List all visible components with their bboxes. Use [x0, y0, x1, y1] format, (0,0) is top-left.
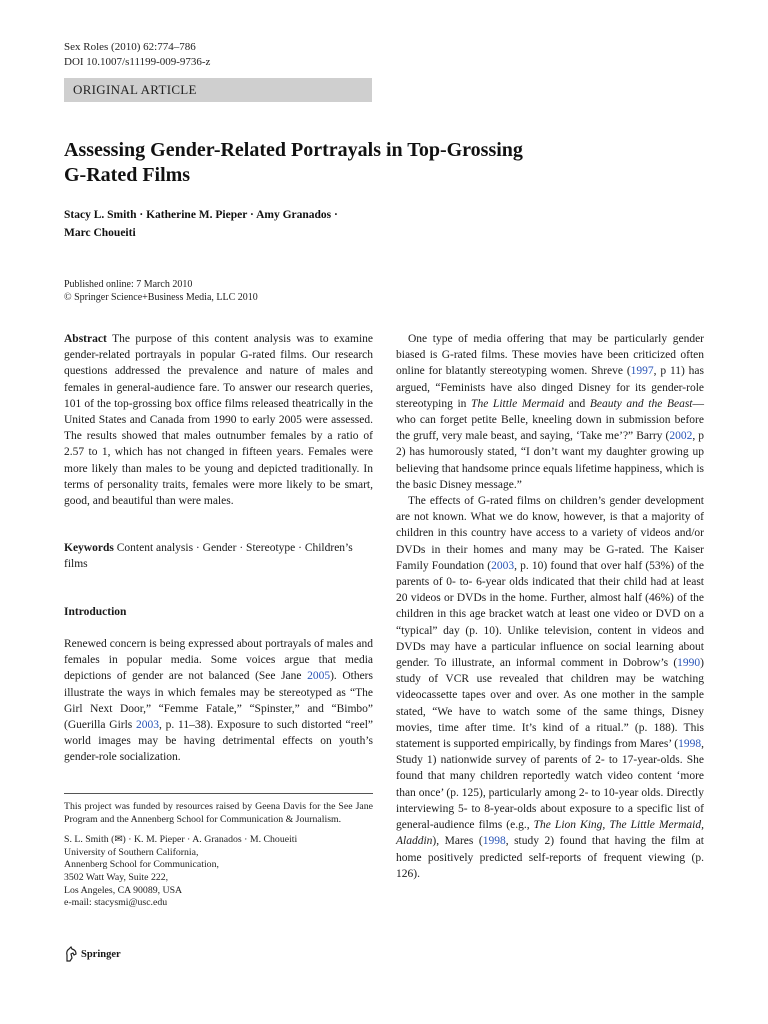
rc-text-2e: ), Mares (: [432, 835, 483, 848]
footnote-divider: [64, 793, 373, 794]
right-paragraph-2: [396, 493, 704, 882]
abstract-text: The purpose of this content analysis was to examine gender-related portrayals in popular G-rated films. Our research questions addressed the prevalence and nature of males and females in general-audience fare. To answer our research queries, 101 of the top-grossing box office films released theatrically in the United States and Canada from 1990 to early 2005 were assessed. The results showed that males outnumber females by a ratio of 2.57 to 1, which has not changed in fifteen years. Females were more likely than males to be young and depicted traditionally. In terms of personality traits, females were more likely to be smart, good, and beautiful than were males.: [64, 333, 373, 508]
article-type-banner: [64, 78, 372, 102]
citation-link-mares-1998-a[interactable]: 1998: [678, 738, 702, 751]
citation-link-shreve-1997[interactable]: 1997: [630, 365, 654, 378]
funding-note: This project was funded by resources raised by Geena Davis for the See Jane Program and the Annenberg School for Communication & Journalism.: [64, 801, 373, 825]
copyright-symbol: ©: [64, 292, 72, 303]
introduction-heading: Introduction: [64, 606, 127, 618]
doi-line: DOI 10.1007/s11199-009-9736-z: [64, 56, 211, 68]
affiliation-1: University of Southern California,: [64, 846, 199, 858]
citation-link-mares-1998-b[interactable]: 1998: [482, 835, 506, 848]
intro-text-2: ). Others illustrate the ways in which females may be stereotyped as “The Girl Next Door,” “Femme Fatale,” “Spinster,” and “Bimbo” (Guerilla Girls: [64, 670, 373, 732]
rc-text-2a: The effects of G-rated films on children’s gender development are not known. What we do know, however, is that a majority of children in this country have access to a variety of videos and/or DVDs in their homes and many may be G-rated. The Kaiser Family Foundation (: [396, 495, 704, 572]
rc-text-2c: ) study of VCR use revealed that children may be watching videocassette tapes over and over. As one mother in the sample stated, “We have to watch some of the same things, Disney movies, time after time. It’s kind of a ritual.” (p. 188). This statement is supported empirically, by findings from Mares’ (: [396, 657, 704, 751]
rc-text-1b: , p 11) has argued, “Feminists have also dinged Disney for its gender-role stereotyping in: [396, 365, 704, 410]
authors-line-2: Marc Choueiti: [64, 227, 136, 239]
left-column: [64, 331, 373, 509]
affiliation-3: 3502 Watt Way, Suite 222,: [64, 871, 169, 883]
rc-text-2f: , study 2) found that having the film at home positively predicted self-reports of frequent viewing (p. 126).: [396, 835, 704, 880]
abstract: [64, 331, 373, 509]
author-email[interactable]: e-mail: stacysmi@usc.edu: [64, 897, 168, 909]
film-titles-list: The Lion King, The Little Mermaid, Aladdin: [396, 819, 704, 848]
rc-text-1e: , p 2) has humorously stated, “I don’t want my daughter growing up believing that handsome prince equals lifetime happiness, which is the basic Disney message.”: [396, 430, 705, 491]
affiliation-4: Los Angeles, CA 90089, USA: [64, 884, 183, 896]
keywords: [64, 540, 373, 572]
copyright-line: [64, 291, 464, 304]
authors-line-1: Stacy L. Smith · Katherine M. Pieper · Amy Granados ·: [64, 209, 338, 221]
article-title: [64, 138, 704, 188]
keywords-text: Content analysis · Gender · Stereotype · Children’s films: [64, 542, 353, 571]
film-title-beauty-beast: Beauty and the Beast: [589, 397, 693, 410]
citation-link-kaiser-2003[interactable]: 2003: [491, 559, 515, 572]
article-type-label: ORIGINAL ARTICLE: [73, 82, 197, 97]
rc-text-1a: One type of media offering that may be particularly gender biased is G-rated films. These movies have been criticized often online for blatantly stereotyping women. Shreve (: [396, 333, 704, 378]
citation-link-guerilla-2003[interactable]: 2003: [136, 719, 160, 732]
intro-text-3: , p. 11–38). Exposure to such distorted “reel” world images may be having detrimental effects on youth’s gender-role socialization.: [64, 719, 373, 764]
film-title-little-mermaid: The Little Mermaid: [471, 397, 564, 410]
author-list: [64, 206, 704, 242]
keywords-label: Keywords: [64, 542, 114, 554]
title-line-2: G-Rated Films: [64, 164, 191, 186]
journal-citation: Sex Roles (2010) 62:774–786: [64, 41, 196, 53]
rc-text-1d: —who can forget petite Belle, kneeling down in submission before the gruff, very male beast, and saying, ‘Take me’?” Barry (: [396, 397, 704, 443]
intro-text-1: Renewed concern is being expressed about portrayals of males and females in popular media. Some voices argue that media depictions of gender are not balanced (See Jane: [64, 638, 373, 683]
citation-link-dobrow-1990[interactable]: 1990: [677, 657, 701, 670]
copyright-text: Springer Science+Business Media, LLC 2010: [74, 292, 258, 303]
springer-horse-icon: [64, 946, 78, 962]
citation-link-jane-2005[interactable]: 2005: [307, 670, 331, 683]
rc-text-2b: , p. 10) found that over half (53%) of the parents of 0- to- 6-year olds indicated that their child had at least 20 videos or DVDs in the home. Further, almost half (46%) of the children in this age bracket watch at least one video or DVD on a “typical” day (p. 10). Unlike television, content in videos and DVDs may have a particular influence on social learning about gender. To illustrate, an informal comment in Dobrow’s (: [396, 559, 704, 670]
publication-info: [64, 278, 464, 304]
right-paragraph-1: [396, 331, 704, 493]
rc-text-1c: and: [563, 397, 590, 410]
rc-text-2d: , Study 1) nationwide survey of parents of 2- to 17-year-olds. She found that many children reportedly watch video content ‘more than once’ (p. 125), particularly among 2- to 10-year olds. Directly interviewing 5- to 8-year-olds about exposure to a specific list of general-audience films (e.g.,: [396, 738, 704, 832]
springer-logo: [64, 946, 121, 962]
springer-name: Springer: [81, 948, 121, 960]
right-column: [396, 331, 704, 882]
abstract-label: Abstract: [64, 333, 107, 345]
footnotes: [64, 801, 373, 910]
published-date: Published online: 7 March 2010: [64, 279, 193, 290]
affiliation-2: Annenberg School for Communication,: [64, 859, 219, 871]
introduction-paragraph: [64, 636, 373, 766]
footnote-authors: S. L. Smith (✉) · K. M. Pieper · A. Granados · M. Choueiti: [64, 834, 298, 846]
citation-link-barry-2002[interactable]: 2002: [669, 430, 693, 443]
title-line-1: Assessing Gender-Related Portrayals in Top-Grossing: [64, 139, 523, 161]
